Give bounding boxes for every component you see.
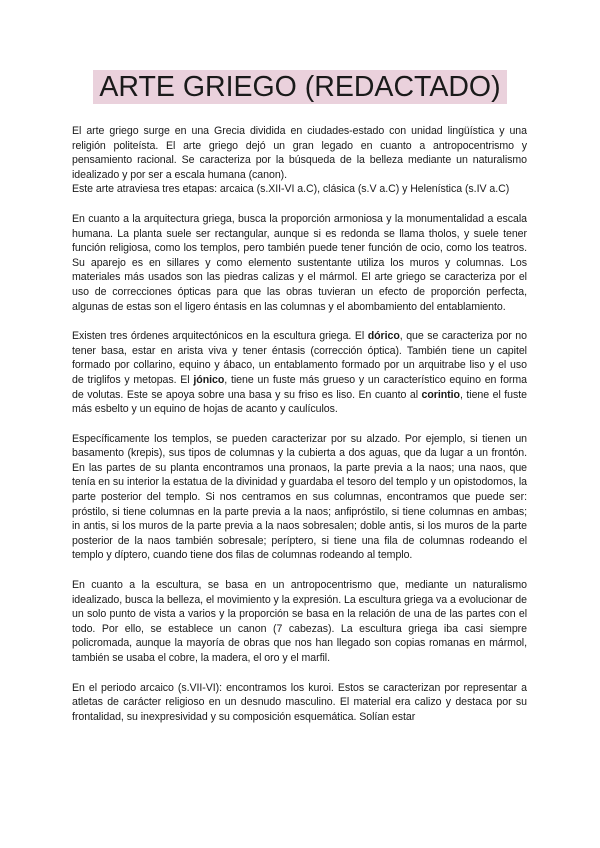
order-corinthian: corintio <box>421 388 460 401</box>
document-title: ARTE GRIEGO (REDACTADO) <box>93 70 506 104</box>
order-doric: dórico <box>367 330 400 343</box>
orders-text-d: , tiene el fuste más esbelto y un equino de hojas de acanto y caulículos. <box>72 388 527 416</box>
paragraph-orders <box>72 329 527 417</box>
orders-text-c: , tiene un fuste más grueso y un característico equino en forma de volutas. Este se apoya sobre una basa y su friso es liso. En cuanto al <box>72 373 528 401</box>
paragraph-sculpture: En cuanto a la escultura, se basa en un antropocentrismo que, mediante un naturalismo idealizado, busca la belleza, el movimiento y la expresión. La escultura griega va a evolucionar de un solo punto de vista a varios y la proporción se basa en la relación de una de las partes con el todo. Por ello, se establece un canon (7 cabezas). La escultura griega iba casi siempre policromada, aunque la mayoría de obras que nos han llegado son copias romanas en mármol, también se usaba el cobre, la madera, el oro y el marfil. <box>72 579 527 664</box>
paragraph-architecture: En cuanto a la arquitectura griega, busca la proporción armoniosa y la monumentalidad a escala humana. La planta suele ser rectangular, aunque si es redonda se llama tholos, y suele tener función religiosa, como los templos, pero también puede tener función de ocio, como los teatros. Su aparejo es en sillares y como elemento sustentante utiliza los muros y columnas. Los materiales más usados son las piedras calizas y el mármol. El arte griego se caracteriza por el uso de correcciones ópticas para que las obras tuvieran un efecto de proporción perfecta, algunas de estas son el ligero éntasis en las columnas y el abombamiento del entablamiento. <box>72 212 527 313</box>
paragraph-archaic: En el periodo arcaico (s.VII-VI): encontramos los kuroi. Estos se caracterizan por representar a atletas de carácter religioso en un desnudo masculino. El material era calizo y destaca por su frontalidad, su inexpresividad y su composición esquemática. Solían estar <box>72 681 527 723</box>
title-container <box>0 70 600 104</box>
paragraph-intro: El arte griego surge en una Grecia dividida en ciudades-estado con unidad lingüística y una religión politeísta. El arte griego dejó un gran legado en cuanto a antropocentrismo y pensamiento racional. Se caracteriza por la búsqueda de la belleza mediante un naturalismo idealizado y por ser a escala humana (canon). <box>72 125 527 181</box>
orders-text-a: Existen tres órdenes arquitectónicos en la escultura griega. El <box>72 330 368 343</box>
paragraph-temples: Específicamente los templos, se pueden caracterizar por su alzado. Por ejemplo, si tienen un basamento (krepis), sus tipos de columnas y la cubierta a dos aguas, que da lugar a un frontón. En las partes de su planta encontramos una pronaos, la parte previa a la naos; una naos, que tenía en su interior la estatua de la divinidad y guardaba el tesoro del templo y un opistodomos, la parte posterior del templo. Si nos centramos en sus columnas, encontramos que puede ser: próstilo, si tiene columnas en la parte previa a la naos; anfipróstilo, si tiene columnas en ambas; in antis, si los muros de la parte previa a la naos sobresalen; doble antis, si los muros de la parte posterior de la naos también sobresale; períptero, si tiene una fila de columnas rodeando el templo y díptero, cuando tiene dos filas de columnas rodeando al templo. <box>72 432 527 562</box>
order-ionic: jónico <box>193 373 225 386</box>
document-body <box>72 124 527 724</box>
orders-text-b: , que se caracteriza por no tener basa, estar en arista viva y tener éntasis (corrección óptica). También tiene un capitel formado por collarino, equino y ábaco, un entablamento formado por un arquitrabe liso y el uso de triglifos y metopas. El <box>72 330 527 386</box>
paragraph-stages: Este arte atraviesa tres etapas: arcaica (s.XII-VI a.C), clásica (s.V a.C) y Helenística (s.IV a.C) <box>72 183 510 196</box>
